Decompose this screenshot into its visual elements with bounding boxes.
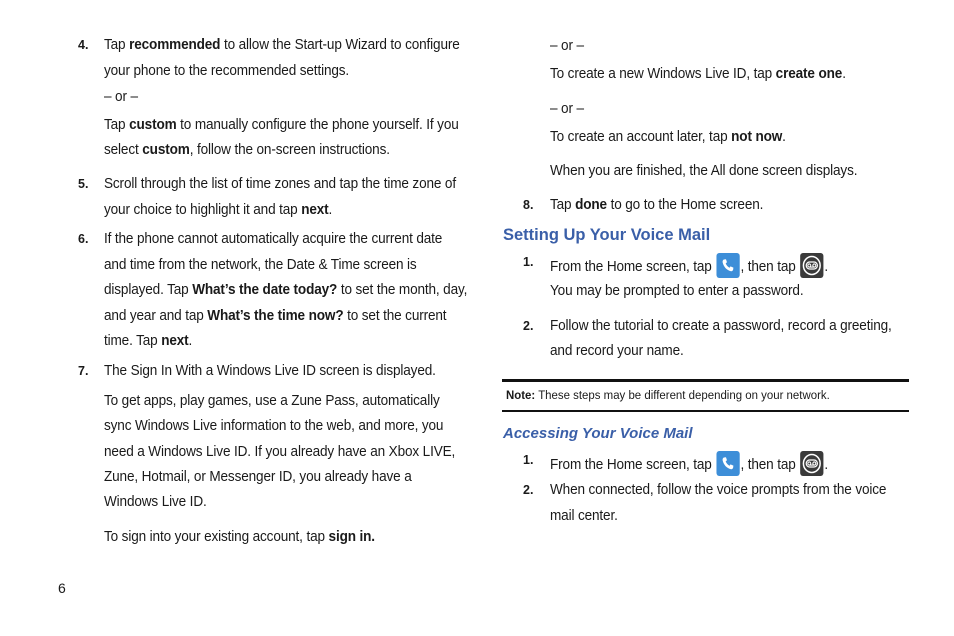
step-7-line-3: sync Windows Live information to the web, and more, you (104, 418, 444, 434)
text: displayed. Tap (104, 282, 193, 298)
step-number: 2. (523, 319, 534, 333)
bold-term: done (575, 197, 607, 213)
text: . (824, 259, 829, 275)
step-6-line-5 (104, 332, 192, 350)
text: . (328, 202, 333, 218)
bold-term: next (161, 333, 189, 349)
bold-term: custom (129, 117, 177, 133)
text: to allow the Start-up Wizard to configure (220, 37, 460, 53)
bold-term: custom (142, 142, 190, 158)
step-4-line-3 (104, 116, 459, 134)
page-number: 6 (58, 580, 66, 596)
phone-icon (716, 451, 739, 476)
text: To create a new Windows Live ID, tap (550, 66, 776, 82)
step-6-line-2: and time from the network, the Date & Time screen is (104, 257, 417, 273)
step-7-line-5: Zune, Hotmail, or Messenger ID, you already have a (104, 469, 412, 485)
text: select (104, 142, 143, 158)
step-6-line-1: If the phone cannot automatically acquire the current date (104, 231, 443, 247)
text: and year and tap (104, 308, 208, 324)
section-heading-access-voicemail: Accessing Your Voice Mail (503, 425, 693, 442)
text: , then tap (740, 259, 800, 275)
step-7-line-4: need a Windows Live ID. If you already have an Xbox LIVE, (104, 444, 456, 460)
access-step-1-line (550, 451, 828, 476)
step-6-line-4 (104, 307, 446, 325)
note (506, 386, 830, 404)
step-number: 4. (78, 38, 89, 52)
text: time. Tap (104, 333, 162, 349)
access-step-2-line-1: When connected, follow the voice prompts from the voice (550, 482, 887, 498)
voicemail-icon (800, 451, 823, 476)
bold-term: What’s the time now? (207, 308, 344, 324)
step-number: 2. (523, 483, 534, 497)
section-heading-voicemail: Setting Up Your Voice Mail (503, 226, 711, 244)
text: . (188, 333, 193, 349)
voicemail-step-2-line-1: Follow the tutorial to create a password, record a greeting, (550, 318, 892, 334)
bold-term: not now (731, 129, 783, 145)
step-7-line-6: Windows Live ID. (104, 494, 207, 510)
step-number: 1. (523, 255, 534, 269)
text: . (842, 66, 846, 82)
voicemail-step-1-line-2: You may be prompted to enter a password. (550, 283, 804, 299)
note-text: These steps may be different depending on your network. (535, 388, 830, 402)
create-later-line (550, 128, 786, 146)
bold-term: sign in. (328, 529, 375, 545)
text: to manually configure the phone yourself. If you (176, 117, 459, 133)
voicemail-icon (800, 253, 823, 278)
text: , then tap (740, 457, 800, 473)
step-7-line-2: To get apps, play games, use a Zune Pass, automatically (104, 393, 440, 409)
step-4-line-2: your phone to the recommended settings. (104, 63, 350, 79)
text: To sign into your existing account, tap (104, 529, 329, 545)
step-number: 1. (523, 453, 534, 467)
step-4-line-1 (104, 36, 460, 54)
step-number: 6. (78, 232, 89, 246)
step-7-line-7 (104, 528, 375, 546)
text: to go to the Home screen. (606, 197, 764, 213)
text: , follow the on-screen instructions. (189, 142, 390, 158)
text: to set the current (343, 308, 447, 324)
step-number: 8. (523, 198, 534, 212)
create-account-line (550, 65, 846, 83)
text: From the Home screen, tap (550, 457, 716, 473)
step-6-line-3 (104, 281, 467, 299)
or-separator: – or – (550, 101, 584, 117)
note-label: Note: (506, 388, 536, 402)
phone-icon (716, 253, 739, 278)
voicemail-step-1-line-1 (550, 253, 828, 278)
bold-term: next (301, 202, 329, 218)
bold-term: What’s the date today? (192, 282, 338, 298)
step-number: 5. (78, 177, 89, 191)
text: Tap (550, 197, 576, 213)
note-bottom-rule (502, 410, 909, 412)
step-number: 7. (78, 364, 89, 378)
step-8-line (550, 196, 763, 214)
access-step-2-line-2: mail center. (550, 508, 618, 524)
text: . (782, 129, 786, 145)
step-5-line-2 (104, 201, 332, 219)
step-7-line-1: The Sign In With a Windows Live ID screen is displayed. (104, 363, 436, 379)
or-separator: – or – (104, 89, 138, 105)
text: To create an account later, tap (550, 129, 732, 145)
step-5-line-1: Scroll through the list of time zones and tap the time zone of (104, 176, 456, 192)
voicemail-step-2-line-2: and record your name. (550, 343, 684, 359)
step-4-line-4 (104, 141, 390, 159)
bold-term: recommended (129, 37, 221, 53)
bold-term: create one (775, 66, 843, 82)
text: . (824, 457, 829, 473)
text: From the Home screen, tap (550, 259, 716, 275)
text: to set the month, day, (337, 282, 468, 298)
or-separator: – or – (550, 38, 584, 54)
text: your choice to highlight it and tap (104, 202, 302, 218)
text: Tap (104, 37, 130, 53)
finished-line: When you are finished, the All done screen displays. (550, 163, 858, 179)
note-top-rule (502, 379, 909, 382)
text: Tap (104, 117, 130, 133)
